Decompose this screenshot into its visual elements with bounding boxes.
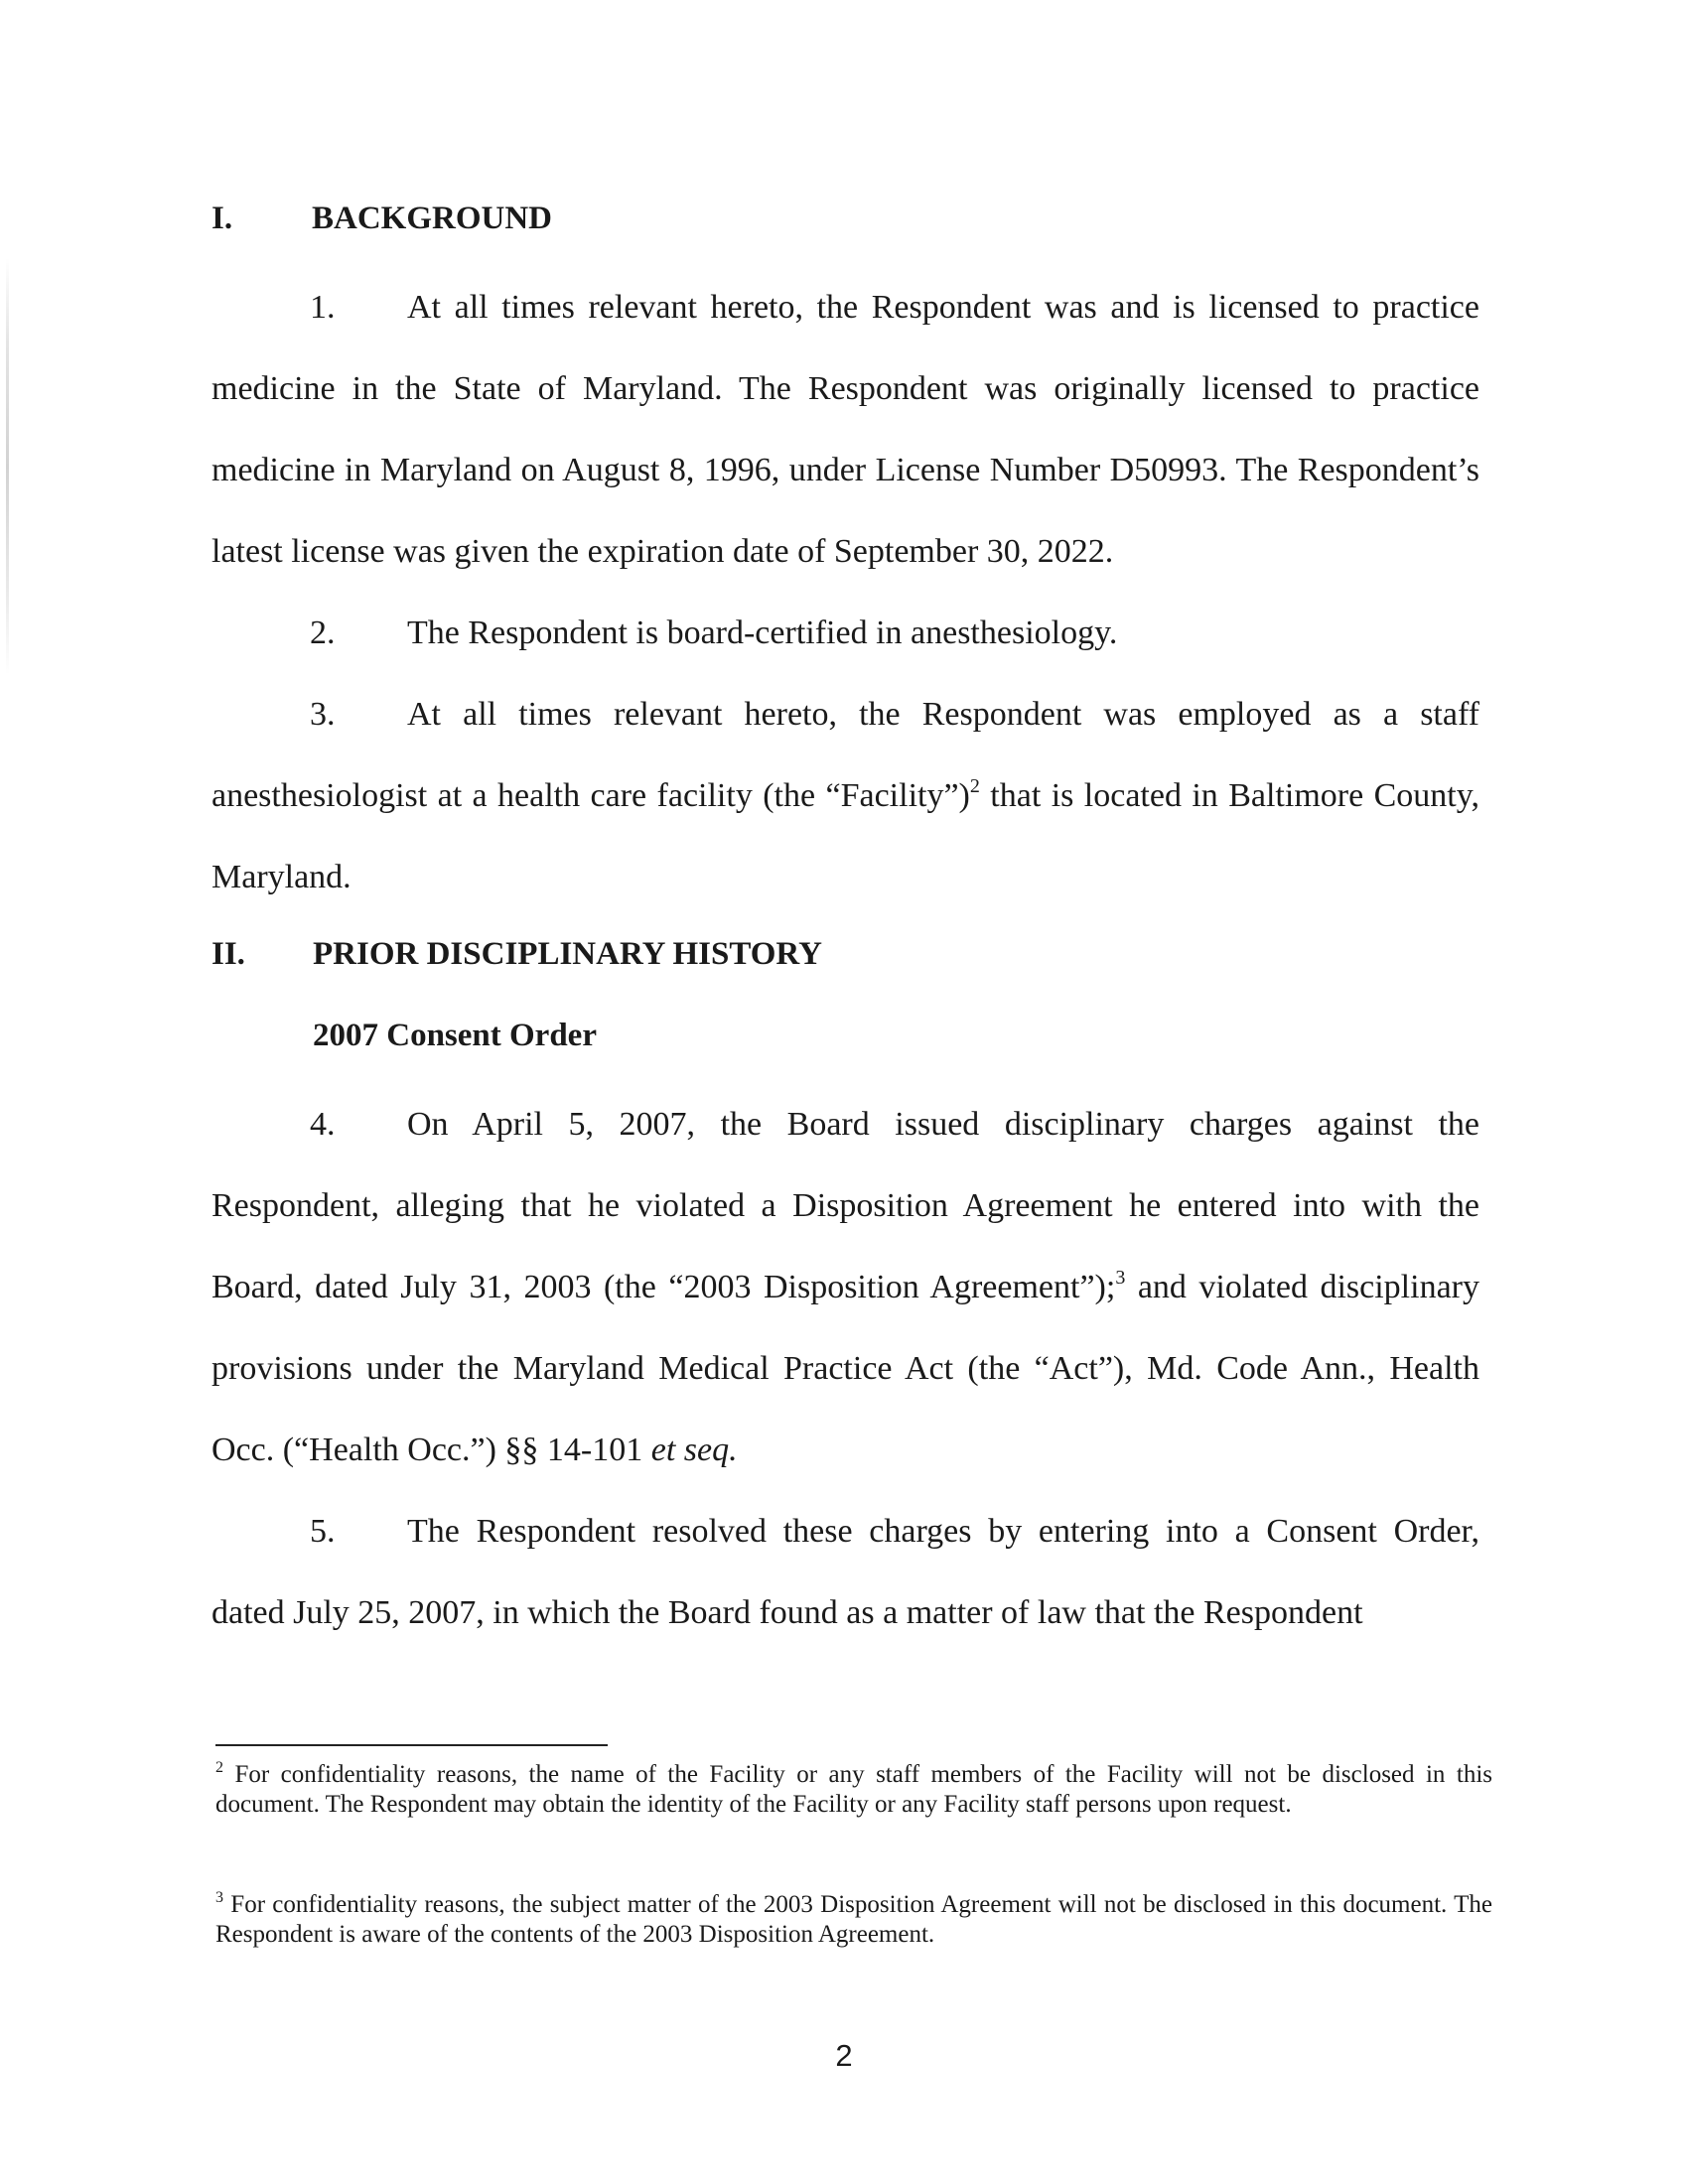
paragraph-text: and violated disciplinary provisions under the Maryland Medical Practice Act (the “Act”), Md. Code Ann., Health Occ. (“Health Occ.”) §§ 14-101 [211,1269,1479,1468]
scan-edge-artifact [6,258,9,675]
page-number: 2 [835,2038,853,2073]
paragraph-number: 1. [310,289,336,326]
footnote-text: For confidentiality reasons, the subject matter of the 2003 Disposition Agreement will not be disclosed in this document. The Respondent is aware of the contents of the 2003 Disposition Agreement. [215,1891,1492,1948]
subsection-heading: 2007 Consent Order [313,1018,597,1053]
footnote-divider [215,1744,608,1746]
footnote-reference[interactable]: 3 [1115,1267,1126,1289]
footnote-marker: 3 [215,1889,223,1906]
footnote-3 [215,1890,1492,1950]
paragraph-1 [211,267,1479,593]
section-number: II. [211,936,245,972]
paragraph-text: At all times relevant hereto, the Respondent was employed as a staff anesthesiologist at a health care facility (the “Facility”) [211,696,1479,814]
paragraph-text: On April 5, 2007, the Board issued disciplinary charges against the Respondent, alleging that he violated a Disposition Agreement he entered into with the Board, dated July 31, 2003 (the “2003 Disposition Agreement”); [211,1106,1479,1305]
paragraph-number: 2. [310,614,336,651]
paragraph-2 [211,593,1479,674]
paragraph-text: The Respondent resolved these charges by entering into a Consent Order, dated July 25, 2007, in which the Board found as a matter of law that the Respondent [211,1513,1479,1631]
section-number: I. [211,201,233,236]
paragraph-number: 5. [310,1513,336,1550]
footnote-marker: 2 [215,1759,223,1776]
paragraph-3 [211,674,1479,918]
footnote-text: For confidentiality reasons, the name of the Facility or any staff members of the Facility will not be disclosed in this document. The Respondent may obtain the identity of the Facility or any Facility staff persons upon request. [215,1761,1492,1818]
paragraph-text: The Respondent is board-certified in anesthesiology. [407,614,1118,651]
paragraph-number: 3. [310,696,336,733]
paragraph-italic-text: et seq. [650,1432,738,1468]
section-title: PRIOR DISCIPLINARY HISTORY [313,936,822,972]
paragraph-4 [211,1084,1479,1491]
paragraph-number: 4. [310,1106,336,1143]
section-title: BACKGROUND [312,201,553,236]
paragraph-text: that is located in Baltimore County, Maryland. [211,777,1479,895]
paragraph-text: At all times relevant hereto, the Respondent was and is licensed to practice medicine in the State of Maryland. The Respondent was originally licensed to practice medicine in Maryland on August 8, 1996, under License Number D50993. The Respondent’s latest license was given the expiration date of September 30, 2022. [211,289,1479,570]
footnote-2 [215,1760,1492,1820]
paragraph-5 [211,1491,1479,1654]
footnote-reference[interactable]: 2 [969,775,980,797]
